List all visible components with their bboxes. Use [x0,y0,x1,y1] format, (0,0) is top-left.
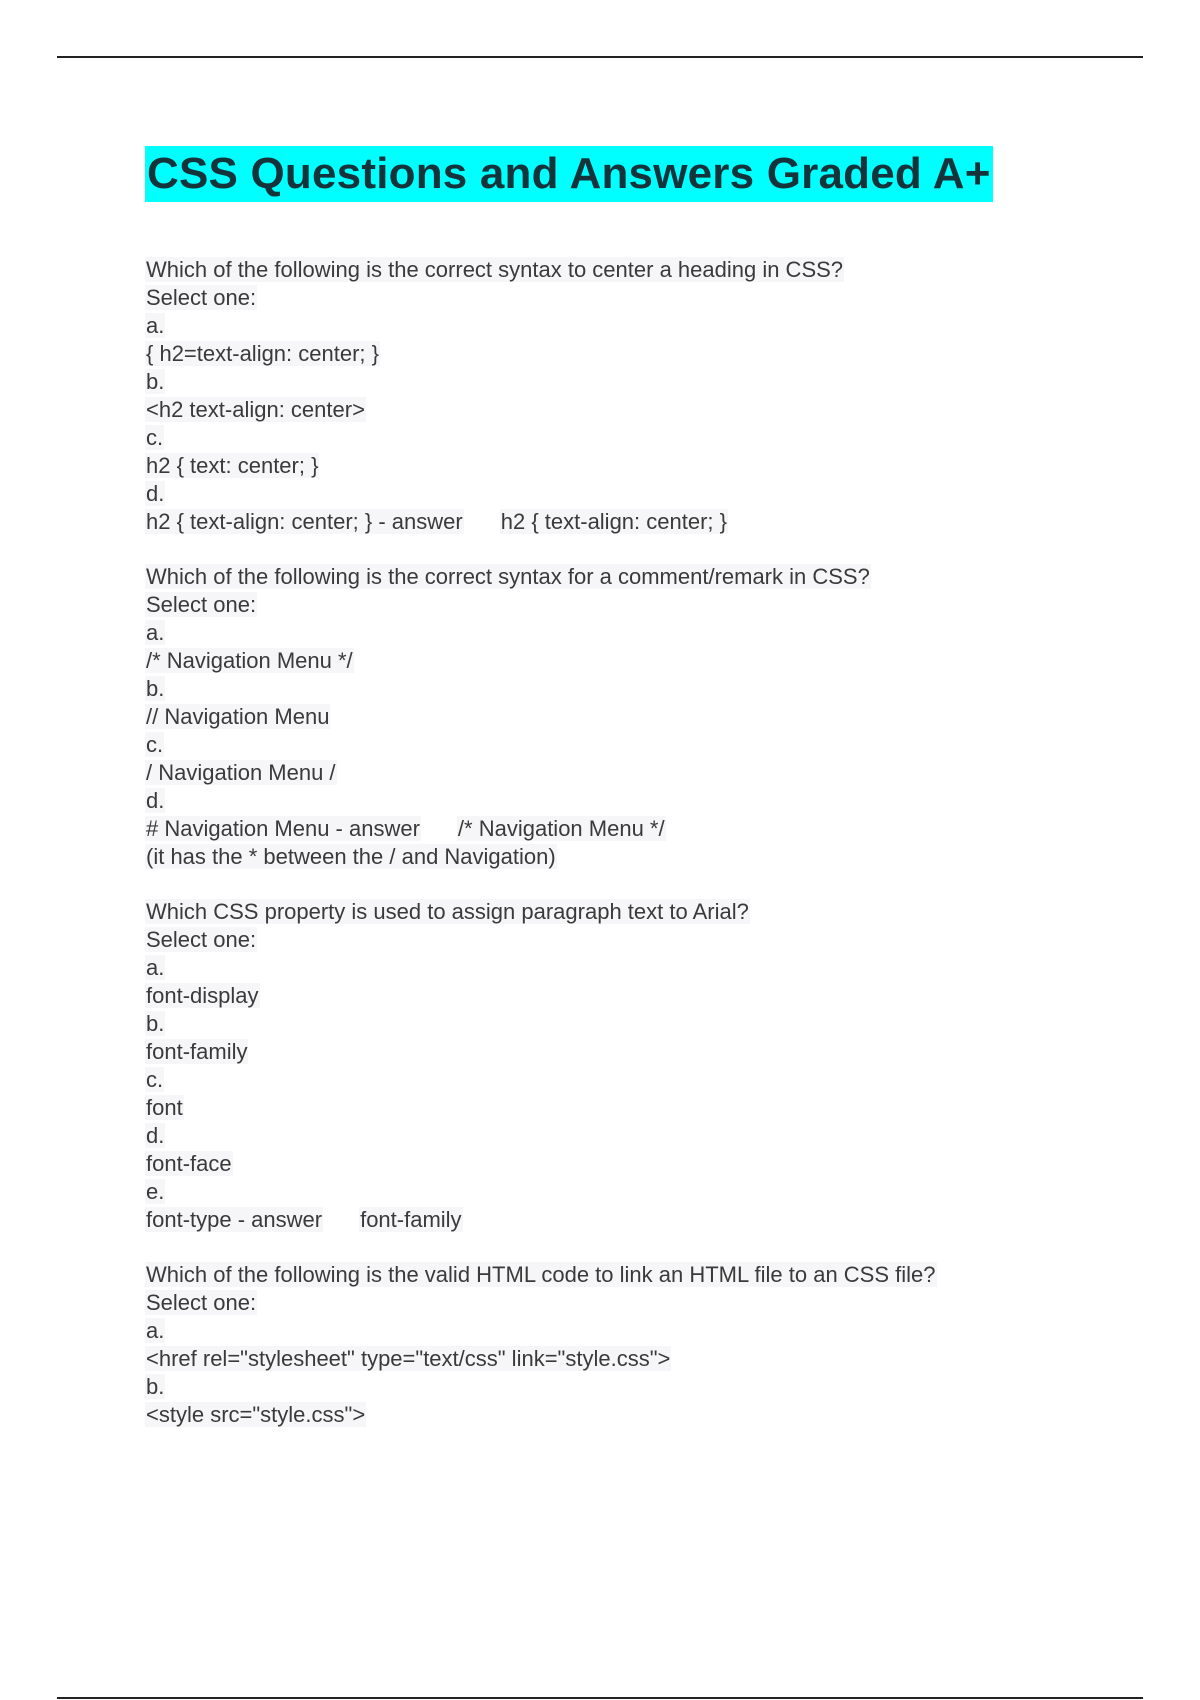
option-letter: b. [146,676,165,701]
correct-answer: h2 { text-align: center; } [500,509,727,534]
question-prompt: Which of the following is the correct syntax for a comment/remark in CSS? [146,564,870,589]
option-text: font-type - answer [146,1207,323,1232]
top-rule [57,56,1143,58]
question-instruction: Select one: [146,927,257,952]
question-prompt: Which CSS property is used to assign paragraph text to Arial? [146,899,749,924]
option-letter: d. [146,788,165,813]
option-letter: d. [146,1123,165,1148]
correct-answer: font-family [360,1207,462,1232]
page-title: CSS Questions and Answers Graded A+ [145,146,993,202]
option-text: font-family [146,1039,248,1064]
question-instruction: Select one: [146,1290,257,1315]
answer-note: (it has the * between the / and Navigation) [146,844,556,869]
option-text: { h2=text-align: center; } [146,341,379,366]
question-1 [145,256,1085,536]
option-letter: c. [146,732,164,757]
option-text: <href rel="stylesheet" type="text/css" link="style.css"> [146,1346,671,1371]
document-body [145,256,1085,1456]
question-instruction: Select one: [146,592,257,617]
question-prompt: Which of the following is the correct syntax to center a heading in CSS? [146,257,844,282]
question-4 [145,1261,1085,1429]
option-text: h2 { text-align: center; } - answer [146,509,463,534]
option-letter: c. [146,425,164,450]
option-text: <style src="style.css"> [146,1402,366,1427]
option-letter: b. [146,1374,165,1399]
option-letter: a. [146,313,165,338]
option-text: <h2 text-align: center> [146,397,365,422]
option-letter: a. [146,955,165,980]
question-instruction: Select one: [146,285,257,310]
option-letter: a. [146,620,165,645]
question-2 [145,563,1085,871]
option-letter: e. [146,1179,165,1204]
question-3 [145,898,1085,1234]
option-letter: d. [146,481,165,506]
bottom-rule [57,1697,1143,1699]
option-text: h2 { text: center; } [146,453,319,478]
option-text: /* Navigation Menu */ [146,648,353,673]
question-prompt: Which of the following is the valid HTML code to link an HTML file to an CSS file? [146,1262,936,1287]
option-text: // Navigation Menu [146,704,330,729]
option-text: / Navigation Menu / [146,760,336,785]
option-letter: b. [146,369,165,394]
option-text: font [146,1095,183,1120]
option-letter: b. [146,1011,165,1036]
correct-answer: /* Navigation Menu */ [457,816,665,841]
option-letter: a. [146,1318,165,1343]
option-text: font-display [146,983,259,1008]
option-text: # Navigation Menu - answer [146,816,420,841]
option-text: font-face [146,1151,232,1176]
option-letter: c. [146,1067,164,1092]
